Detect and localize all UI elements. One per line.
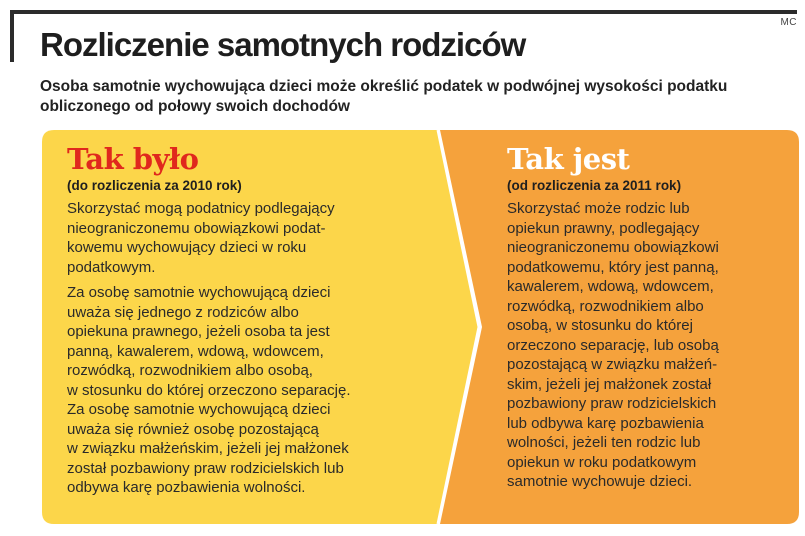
frame-top-rule [10, 10, 797, 14]
comparison-panels [42, 130, 799, 524]
before-paragraph: Za osobę samotnie wychowującą dzieci uważa się jednego z rodziców albo opiekuna prawnego, jeżeli osoba ta jest panną, kawalerem, wdową, wdowcem, rozwódką, rozwodnikiem albo osobą, w stosunku do której orzeczono separację. Za osobę samotnie wychowującą dzieci uważa się również osobę pozostającą w związku małżeńskim, jeżeli jej małżonek został pozbawiony praw rodzicielskich lub odbywa karę pozbawienia wolności. [67, 284, 351, 496]
now-period: (od rozliczenia za 2011 rok) [507, 178, 682, 193]
credit-label: MC [780, 17, 797, 28]
now-column [507, 130, 792, 524]
before-period: (do rozliczenia za 2010 rok) [67, 178, 242, 193]
now-heading: Tak jest [507, 142, 630, 176]
before-heading: Tak było [67, 142, 199, 176]
now-paragraph: Skorzystać może rodzic lub opiekun prawny, podlegający nieograniczonemu obowiązkowi podatkowemu, który jest panną, kawalerem, wdową, wdowcem, rozwódką, rozwodnikiem albo osobą, w stosunku do której orzeczono separację, lub osobą pozostającą w związku małżeń- skim, jeżeli jej małżonek został pozbawiony praw rodzicielskich lub odbywa karę pozbawienia wolności, jeżeli ten rodzic lub opiekun w roku podatkowym samotnie wychowuje dzieci. [507, 200, 719, 490]
page-subtitle: Osoba samotnie wychowująca dzieci może określić podatek w podwójnej wysokości podatku obliczonego od połowy swoich dochodów [40, 78, 728, 115]
before-column [67, 130, 447, 524]
before-paragraph: Skorzystać mogą podatnicy podlegający nieograniczonemu obowiązkowi podat- kowemu wychowujący dzieci w roku podatkowym. [67, 200, 335, 276]
frame-left-rule [10, 10, 14, 62]
page-title: Rozliczenie samotnych rodziców [40, 26, 526, 63]
